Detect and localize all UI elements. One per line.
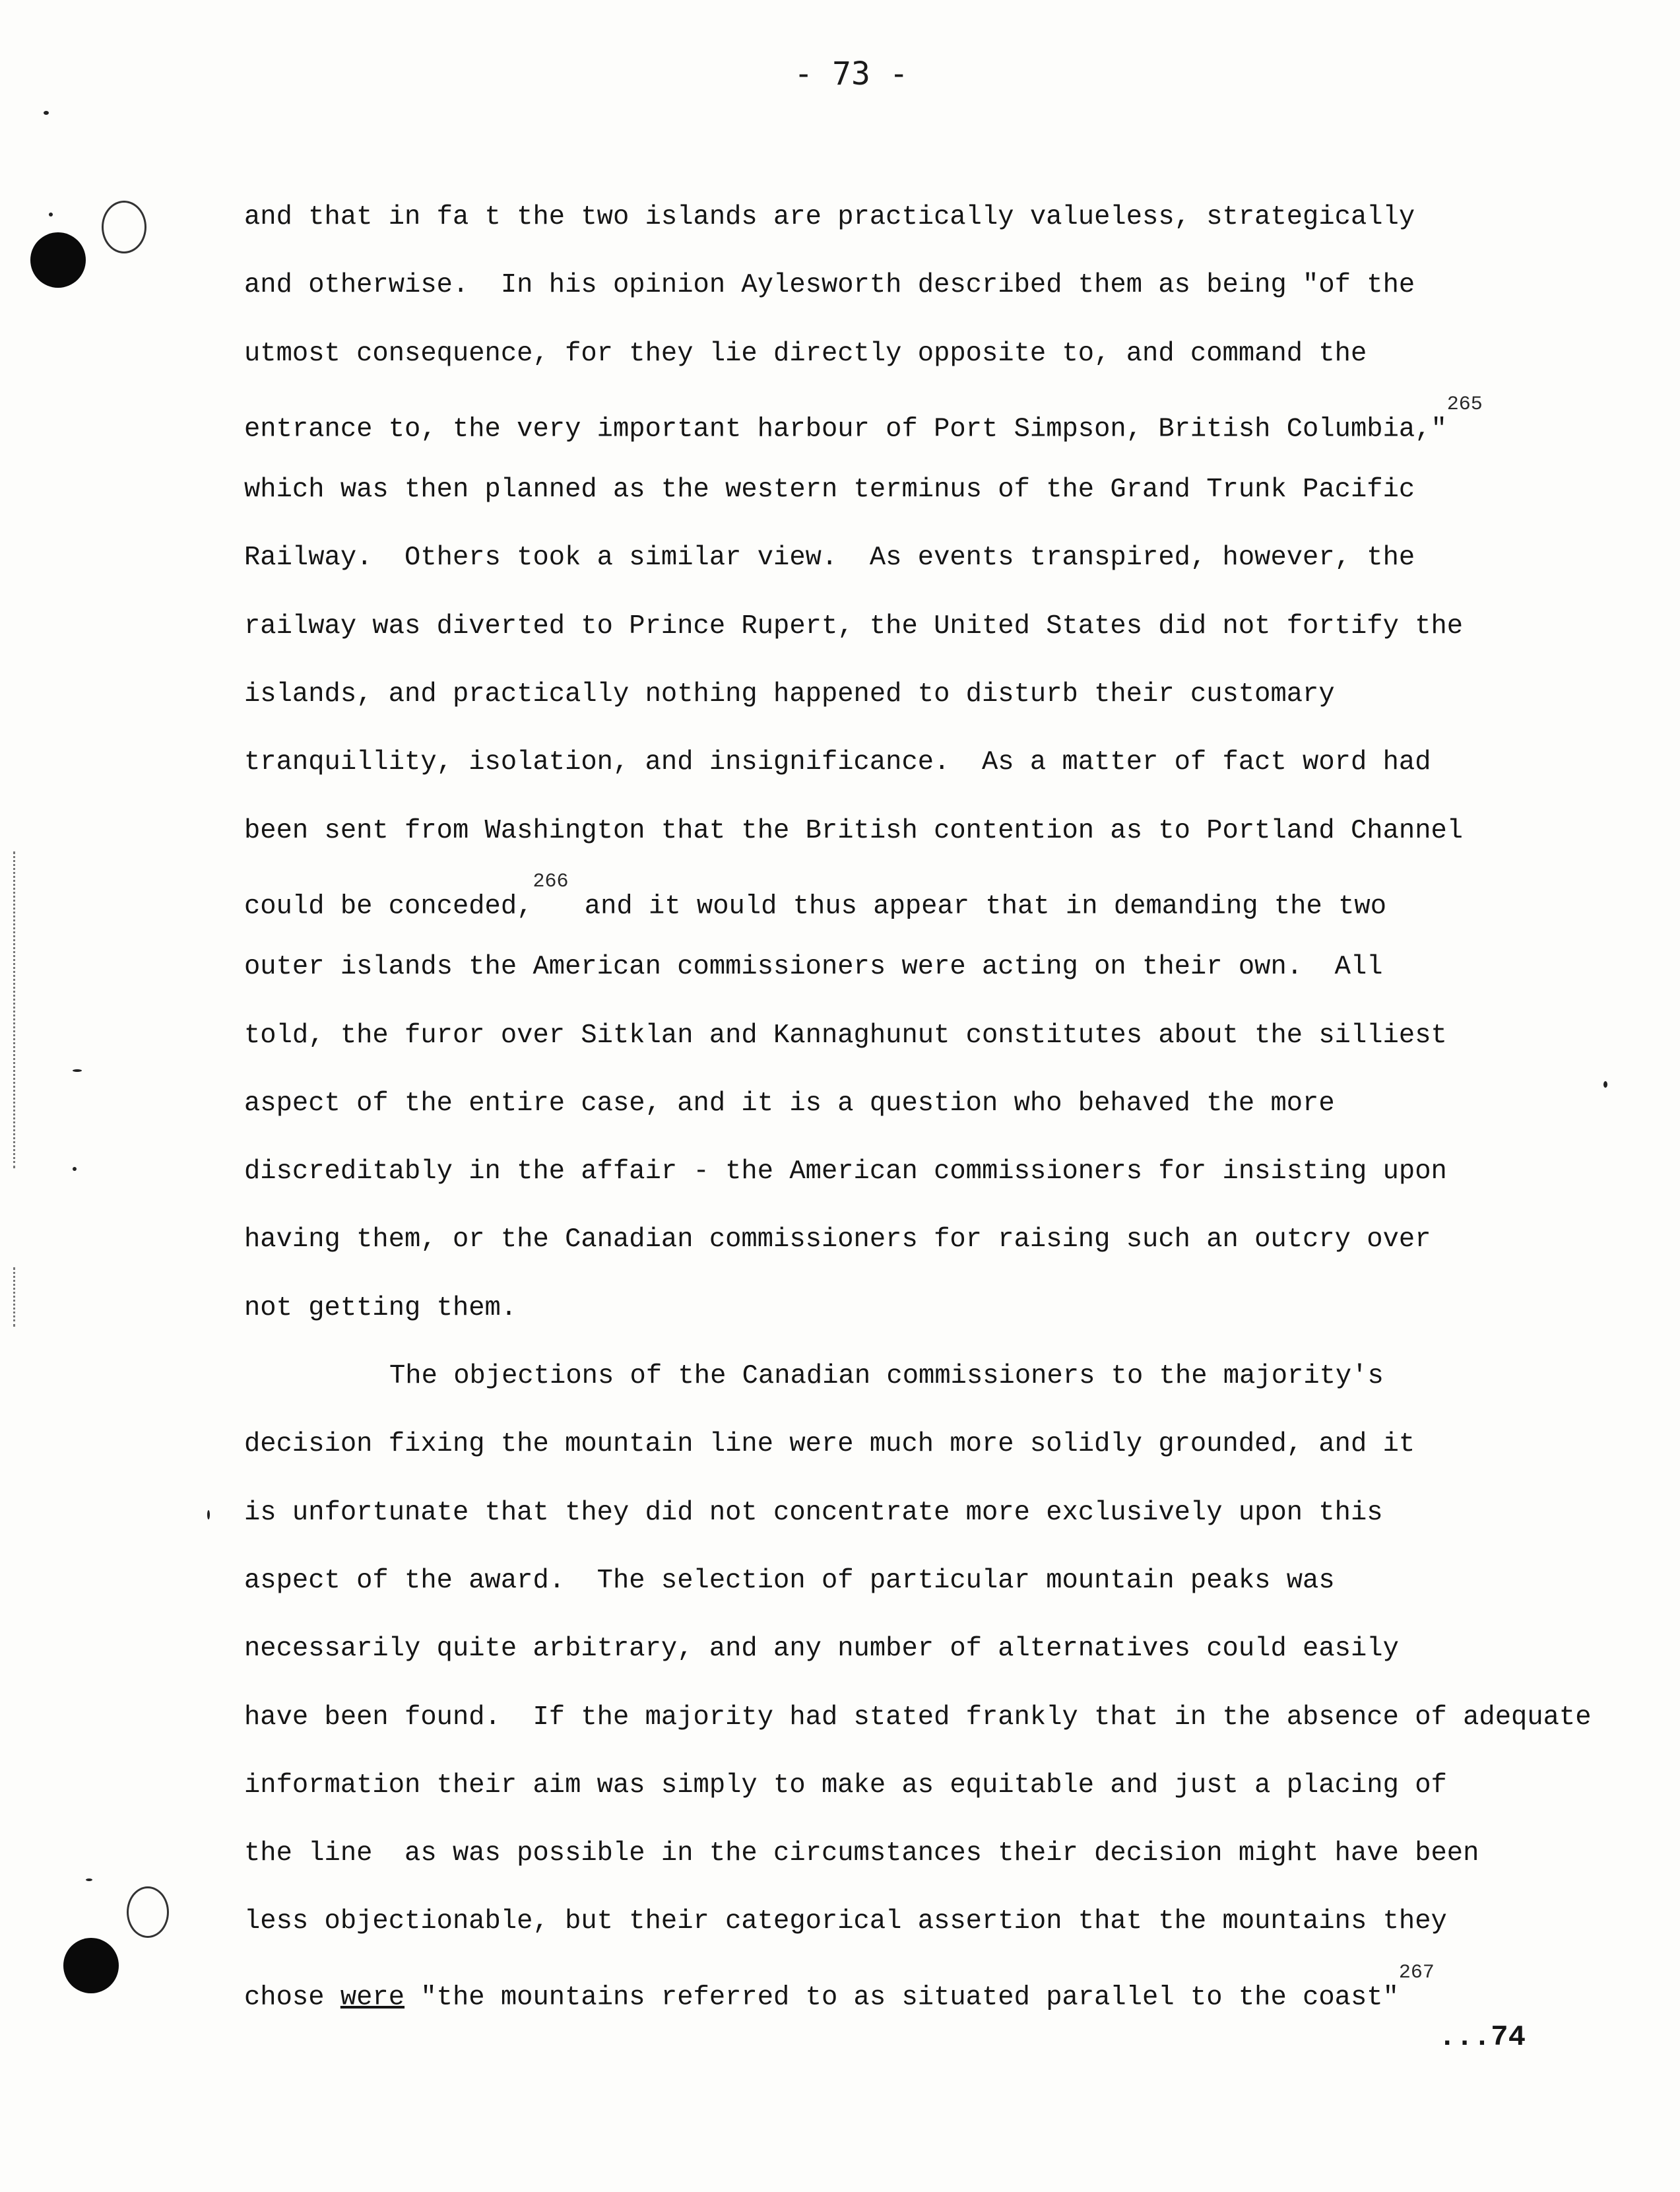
text-line: utmost consequence, for they lie directly opposite to, and command the [244, 338, 1367, 369]
text-line: not getting them. [244, 1292, 517, 1323]
text-line: the line as was possible in the circumstances their decision might have been [244, 1838, 1479, 1869]
text-line: have been found. If the majority had stated frankly that in the absence of adequate [244, 1702, 1592, 1733]
text-segment: chose [244, 1982, 340, 2013]
text-line: which was then planned as the western terminus of the Grand Trunk Pacific [244, 475, 1415, 506]
text-line: railway was diverted to Prince Rupert, the United States did not fortify the [244, 611, 1464, 642]
text-segment: could be conceded, [244, 891, 533, 922]
paragraph-first-line: The objections of the Canadian commissioners to the majority's [389, 1361, 1384, 1392]
text-line: is unfortunate that they did not concentrate more exclusively upon this [244, 1497, 1383, 1528]
text-line: necessarily quite arbitrary, and any number of alternatives could easily [244, 1634, 1399, 1665]
scan-speck [73, 1069, 82, 1072]
scan-speck [73, 1167, 77, 1171]
binder-hole-bottom [63, 1938, 119, 1993]
text-line: been sent from Washington that the British contention as to Portland Channel [244, 815, 1464, 846]
text-line: and that in fa t the two islands are practically valueless, strategically [244, 202, 1415, 232]
text-line-with-footnote [244, 1956, 1663, 2024]
text-line-with-footnote [244, 388, 1663, 456]
footnote-marker: 267 [1398, 1961, 1435, 1984]
text-line: told, the furor over Sitklan and Kannaghunut constitutes about the silliest [244, 1020, 1447, 1051]
binder-hole-ring-top [102, 201, 146, 253]
scan-edge-mark [13, 1267, 17, 1327]
text-line: outer islands the American commissioners were acting on their own. All [244, 952, 1383, 983]
scan-speck [207, 1510, 210, 1519]
text-segment: entrance to, the very important harbour of Port Simpson, British Columbia," [244, 414, 1447, 445]
binder-hole-top [30, 232, 86, 288]
binder-hole-ring-bottom [127, 1886, 169, 1938]
scan-speck [44, 111, 49, 115]
continuation-marker: ...74 [1438, 2021, 1526, 2054]
text-line-with-footnote [244, 865, 1663, 933]
text-line: tranquillity, isolation, and insignificance. As a matter of fact word had [244, 747, 1431, 778]
text-line: having them, or the Canadian commissioners for raising such an outcry over [244, 1224, 1431, 1255]
text-line: discreditably in the affair - the American commissioners for insisting upon [244, 1156, 1447, 1187]
text-line: decision fixing the mountain line were much more solidly grounded, and it [244, 1429, 1415, 1460]
text-line: information their aim was simply to make as equitable and just a placing of [244, 1770, 1447, 1801]
text-line: aspect of the entire case, and it is a question who behaved the more [244, 1088, 1335, 1119]
footnote-marker: 265 [1446, 393, 1483, 416]
text-segment: and it would thus appear that in demanding the two [568, 891, 1387, 922]
scan-speck [49, 213, 53, 216]
text-line: islands, and practically nothing happened to disturb their customary [244, 679, 1335, 710]
text-line: and otherwise. In his opinion Aylesworth described them as being "of the [244, 270, 1415, 301]
page-number: - 73 - [794, 55, 909, 92]
underlined-word: were [340, 1982, 405, 2013]
scan-edge-mark [13, 851, 17, 1168]
footnote-marker: 266 [533, 870, 569, 893]
text-line: aspect of the award. The selection of particular mountain peaks was [244, 1565, 1335, 1596]
text-line: Railway. Others took a similar view. As events transpired, however, the [244, 543, 1415, 574]
scan-speck [86, 1878, 92, 1881]
body-text [244, 183, 1663, 2024]
text-line: less objectionable, but their categorical assertion that the mountains they [244, 1906, 1447, 1937]
text-segment: "the mountains referred to as situated parallel to the coast" [404, 1982, 1399, 2013]
